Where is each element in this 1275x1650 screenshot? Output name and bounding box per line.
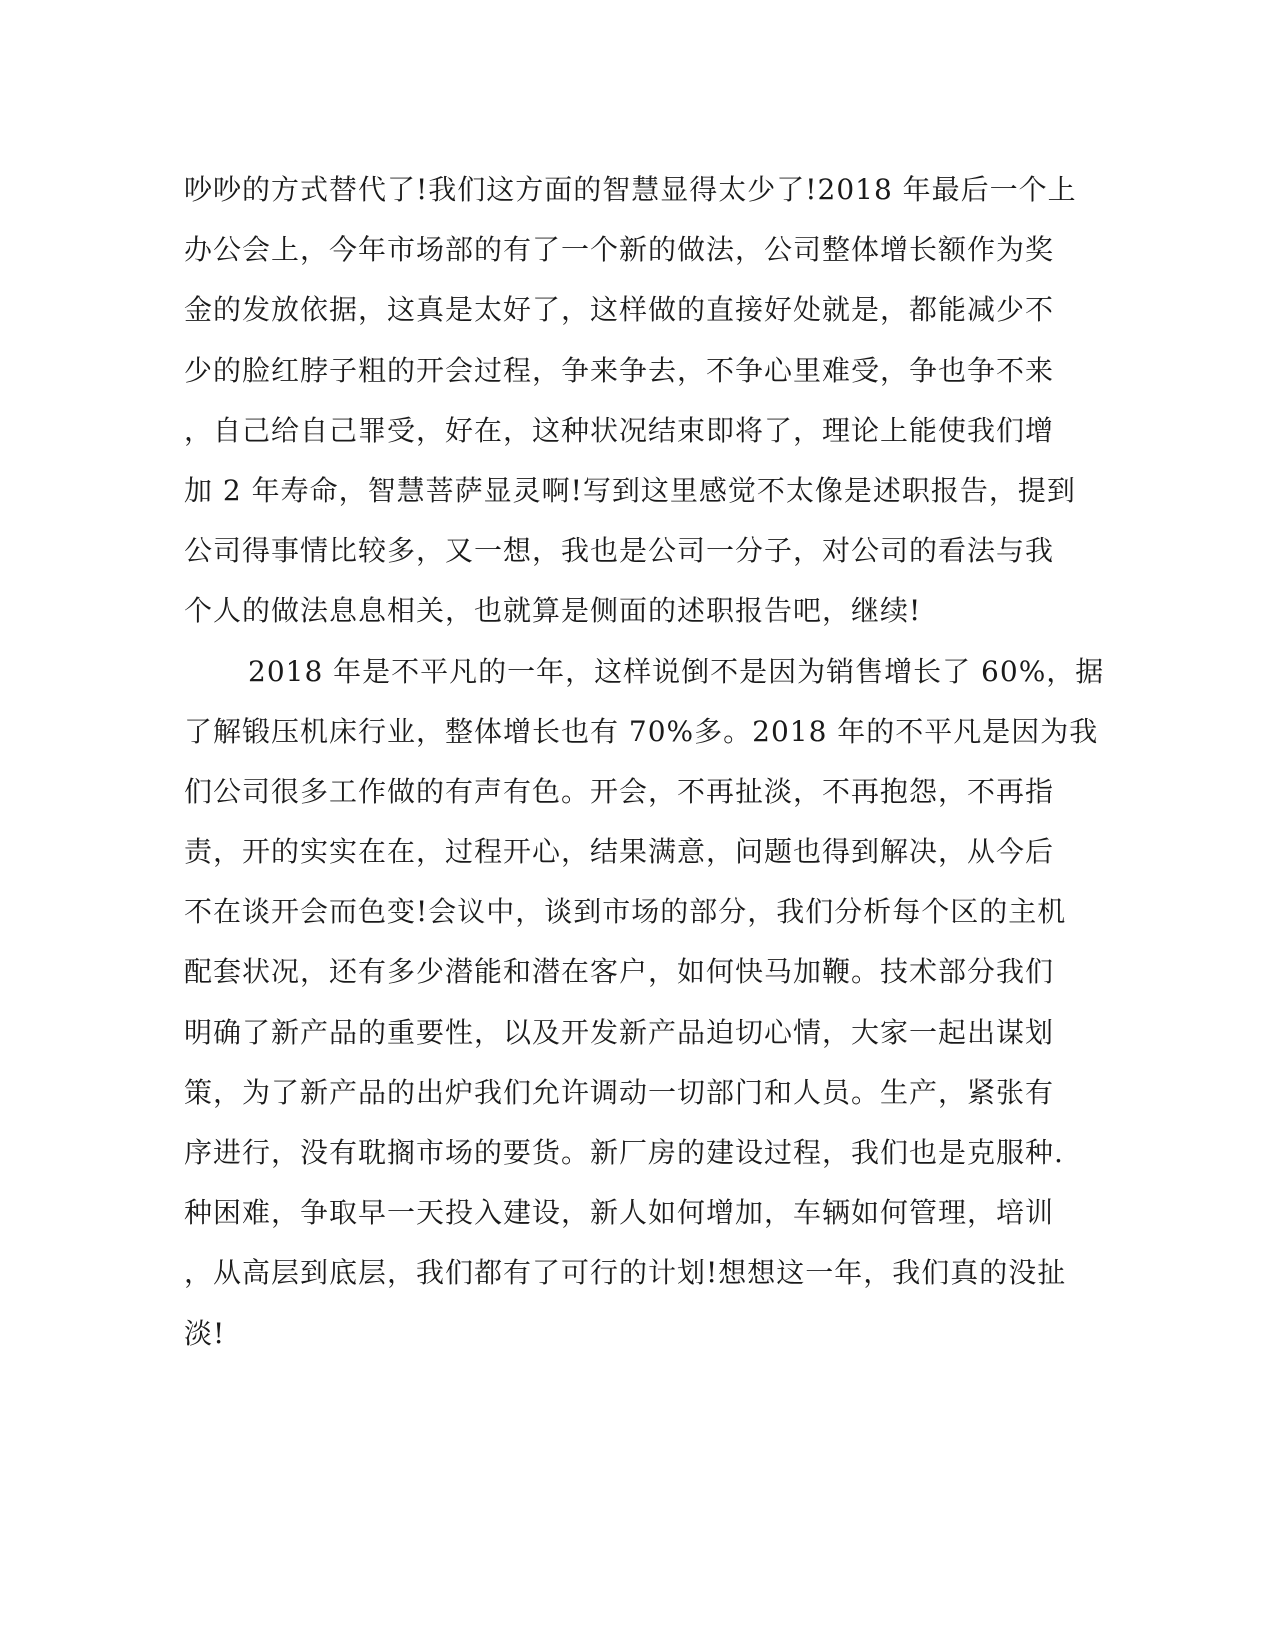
text-line: 了解锻压机床行业，整体增长也有 70%多。2018 年的不平凡是因为我 [184, 714, 1099, 748]
text-line: 序进行，没有耽搁市场的要货。新厂房的建设过程，我们也是克服种. [184, 1136, 1064, 1169]
text-line: 配套状况，还有多少潜能和潜在客户，如何快马加鞭。技术部分我们 [184, 955, 1055, 989]
text-line: 种困难，争取早一天投入建设，新人如何增加，车辆如何管理，培训 [184, 1196, 1055, 1230]
paragraph-1 [184, 160, 1077, 642]
text-line: 金的发放依据，这真是太好了，这样做的直接好处就是，都能减少不 [184, 293, 1055, 327]
text-line: 们公司很多工作做的有声有色。开会，不再扯淡，不再抱怨，不再指 [184, 774, 1055, 808]
text-line: ，从高层到底层，我们都有了可行的计划!想想这一年，我们真的没扯 [184, 1256, 1067, 1290]
text-line: 加 2 年寿命，智慧菩萨显灵啊!写到这里感觉不太像是述职报告，提到 [184, 473, 1076, 507]
text-line: 不在谈开会而色变!会议中，谈到市场的部分，我们分析每个区的主机 [184, 895, 1067, 929]
text-line: 少的脸红脖子粗的开会过程，争来争去，不争心里难受，争也争不来 [184, 353, 1055, 387]
text-line: 吵吵的方式替代了!我们这方面的智慧显得太少了!2018 年最后一个上 [184, 173, 1077, 206]
text-line: 策，为了新产品的出炉我们允许调动一切部门和人员。生产，紧张有 [184, 1075, 1055, 1109]
paragraph-2 [184, 642, 1105, 1364]
text-line: 公司得事情比较多，又一想，我也是公司一分子，对公司的看法与我 [184, 534, 1055, 568]
text-line: 淡! [184, 1316, 226, 1350]
document-body [184, 160, 1105, 1364]
text-line: 明确了新产品的重要性，以及开发新产品迫切心情，大家一起出谋划 [184, 1015, 1055, 1049]
text-line: 个人的做法息息相关，也就算是侧面的述职报告吧，继续! [184, 594, 922, 628]
text-line: 2018 年是不平凡的一年，这样说倒不是因为销售增长了 60%，据 [248, 654, 1105, 688]
text-line: 责，开的实实在在，过程开心，结果满意，问题也得到解决，从今后 [184, 835, 1055, 869]
text-line: 办公会上，今年市场部的有了一个新的做法，公司整体增长额作为奖 [184, 233, 1055, 267]
text-line: ，自己给自己罪受，好在，这种状况结束即将了，理论上能使我们增 [184, 413, 1055, 447]
